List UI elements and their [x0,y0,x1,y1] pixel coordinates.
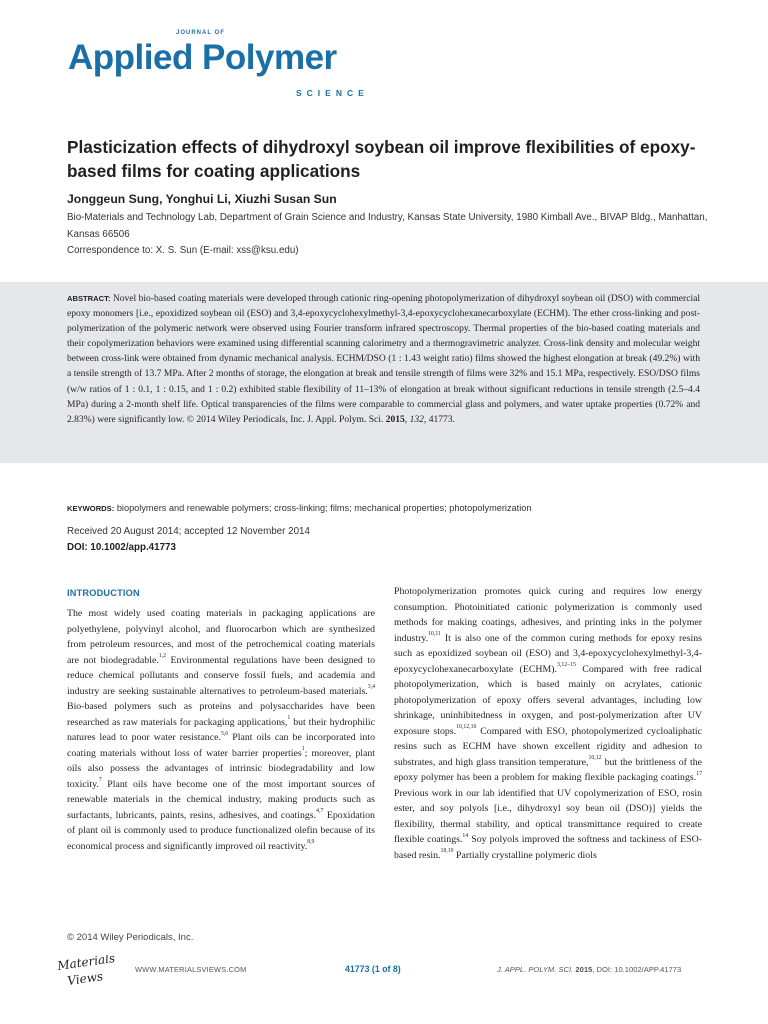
body-column-right: Photopolymerization promotes quick curing and requires low energy consumption. Photoinitiated cationic polymerization is commonly used methods for making coatings, adhesives, and printing inks in the polymer industry.$^{10,11}$ It is also one of the common curing methods for epoxy resins such as epoxidized soybean oil (ESO) and 3,4-epoxycyclohexylmethyl-3,4-epoxycyclohexanecarboxylate (ECHM).$^{3,12-15}$ Compared with free radical photopolymerization, which is based mainly on acrylates, cationic photopolymerization of epoxy offers several advantages, including low shrinkage, uninhibitedness in oxygen, and post-polymerization after UV exposure stops.$^{10,12,16}$ Compared with ESO, photopolymerized cycloaliphatic resins such as ECHM have shown excellent rigidity and adhesion to substrates, and high glass transition temperature,$^{10,12}$ but the brittleness of the epoxy polymer has been a problem for making flexible packaging coatings.$^{17}$ Previous work in our lab identified that UV copolymerization of ESO, rosin ester, and soy polyols [i.e., dihydroxyl soy bean oil (DSO)] yields the flexibility, thermal stability, and optical transmittance required to create flexible coatings.$^{14}$ Soy polyols improved the softness and tackiness of ESO-based resin.$^{18,19}$ Partially crystalline polymeric diols [394,586,703,861]
abstract-article-no: 41773. [428,413,455,425]
logo-text-materials: Materials [56,955,116,973]
affiliation: Bio-Materials and Technology Lab, Department of Grain Science and Industry, Kansas State University, 1980 Kimball Ave., BIVAP Bldg., Manhattan, Kansas 66506 [67,212,708,240]
journal-logo-name: Applied Polymer [68,38,337,77]
abstract-volume: 132 [409,413,424,425]
keywords [67,503,717,513]
footer-citation [497,965,681,974]
correspondence: Correspondence to: X. S. Sun (E-mail: xss@ksu.edu) [67,245,299,256]
footer-url-link[interactable]: WWW.MATERIALSVIEWS.COM [135,965,247,974]
journal-logo-science: SCIENCE [296,88,369,98]
journal-logo-journal-of: JOURNAL OF [176,30,225,36]
footer-cite-year: 2015 [575,965,593,974]
footer-copyright: © 2014 Wiley Periodicals, Inc. [67,932,194,943]
abstract-text: Novel bio-based coating materials were developed through cationic ring-opening photopolymerization of dihydroxyl soybean oil (DSO) with commercial epoxy monomers [i.e., epoxidized soybean oil (ESO) and 3,4-epoxycyclohexylmethyl-3,4-epoxycyclohexanecarboxylate (ECHM). The ether cross-linking and post-polymerization of the polymeric network were observed using Fourier transform infrared spectroscopy. Thermal properties of the bio-based coating materials and their copolymerization behaviors were examined using differential scanning calorimetry and a thermogravimetric analyzer. Cross-link density and molecular weight between cross-link were obtained from dynamic mechanical analysis. ECHM/DSO (1 : 1.43 weight ratio) films showed the highest elongation at break (49.2%) with a tensile strength of 13.7 MPa. After 2 months of storage, the elongation at break and tensile strength of films were 32% and 15.1 MPa, respectively. ESO/DSO films (w/w ratios of 1 : 0.1, 1 : 0.15, and 1 : 0.2) exhibited stable flexibility of 11–13% of elongation at break without significant reductions in tensile strength (2.5–4.4 MPa) during a 2-month shelf life. Optical transparencies of the films were comparable to commercial glass and polymers, and water uptake properties (0.72% and 2.83%) were significantly low. [67,293,700,425]
affiliation-block [67,210,717,260]
article-authors: Jonggeun Sung, Yonghui Li, Xiuzhi Susan Sun [67,192,337,206]
abstract: ABSTRACT: Novel bio-based coating materials were developed through cationic ring-opening photopolymerization of dihydroxyl soybean oil (DSO) with commercial epoxy monomers [i.e., epoxidized soybean oil (ESO) and 3,4-epoxycyclohexylmethyl-3,4-epoxycyclohexanecarboxylate (ECHM). The ether cross-linking and post-polymerization of the polymeric network were observed using Fourier transform infrared spectroscopy. Thermal properties of the bio-based coating materials and their copolymerization behaviors were examined using differential scanning calorimetry and a thermogravimetric analyzer. Cross-link density and molecular weight between cross-link were obtained from dynamic mechanical analysis. ECHM/DSO (1 : 1.43 weight ratio) films showed the highest elongation at break (49.2%) with a tensile strength of 13.7 MPa. After 2 months of storage, the elongation at break and tensile strength of films were 32% and 15.1 MPa, respectively. ESO/DSO films (w/w ratios of 1 : 0.1, 1 : 0.15, and 1 : 0.2) exhibited stable flexibility of 11–13% of elongation at break without significant reductions in tensile strength (2.5–4.4 MPa) during a 2-month shelf life. Optical transparencies of the films were comparable to commercial glass and polymers, and water uptake properties (0.72% and 2.83%) were significantly low. © 2014 Wiley Periodicals, Inc. J. Appl. Polym. Sci. 2015, 132, 41773. [67,293,700,425]
keywords-label: KEYWORDS: [67,504,115,513]
article-title: Plasticization effects of dihydroxyl soybean oil improve flexibilities of epoxy-based films for coating applications [67,137,696,181]
footer-cite-journal: J. APPL. POLYM. SCI. [497,965,574,974]
section-heading-introduction: INTRODUCTION [67,588,140,598]
article-doi[interactable]: DOI: 10.1002/app.41773 [67,542,176,553]
keywords-text: biopolymers and renewable polymers; cross-linking; films; mechanical properties; photopolymerization [116,503,532,513]
abstract-year: 2015 [385,413,405,425]
received-dates: Received 20 August 2014; accepted 12 November 2014 [67,526,310,537]
logo-text-views: Views [66,969,104,988]
body-column-left: The most widely used coating materials in packaging applications are polyethylene, polyvinyl alcohol, and fluorocarbon which are synthesized from petroleum resources, and most of the petrochemical coating materials are not biodegradable.$^{1,2}$ Environmental regulations have been designed to reduce chemical pollutants and conserve fossil fuels, and academia and industry are seeking sustainable alternatives to petroleum-based materials.$^{3,4}$ Bio-based polymers such as proteins and polysaccharides have been researched as raw materials for packaging applications,$^1$ but their hydrophilic natures lead to poor water resistance.$^{5,6}$ Plant oils can be incorporated into coating materials without loss of water barrier properties$^1$; moreover, plant oils also possess the advantages of intrinsic biodegradability and low toxicity.$^7$ Plant oils have become one of the most important sources of renewable materials in the chemical industry, making products such as surfactants, lubricants, paints, resins, adhesives, and coatings.$^{4,7}$ Epoxidation of plant oil is commonly used to produce functionalized olefin because of its economical process and significantly improved oil reactivity.$^{8,9}$ [67,608,376,852]
footer-page-number: 41773 (1 of 8) [345,964,401,974]
abstract-copyright: © 2014 Wiley Periodicals, Inc. J. Appl. Polym. Sci. [186,413,384,425]
footer-cite-doi: , DOI: 10.1002/APP.41773 [592,965,682,974]
materials-views-logo [54,955,124,991]
abstract-label: ABSTRACT: [67,294,111,303]
